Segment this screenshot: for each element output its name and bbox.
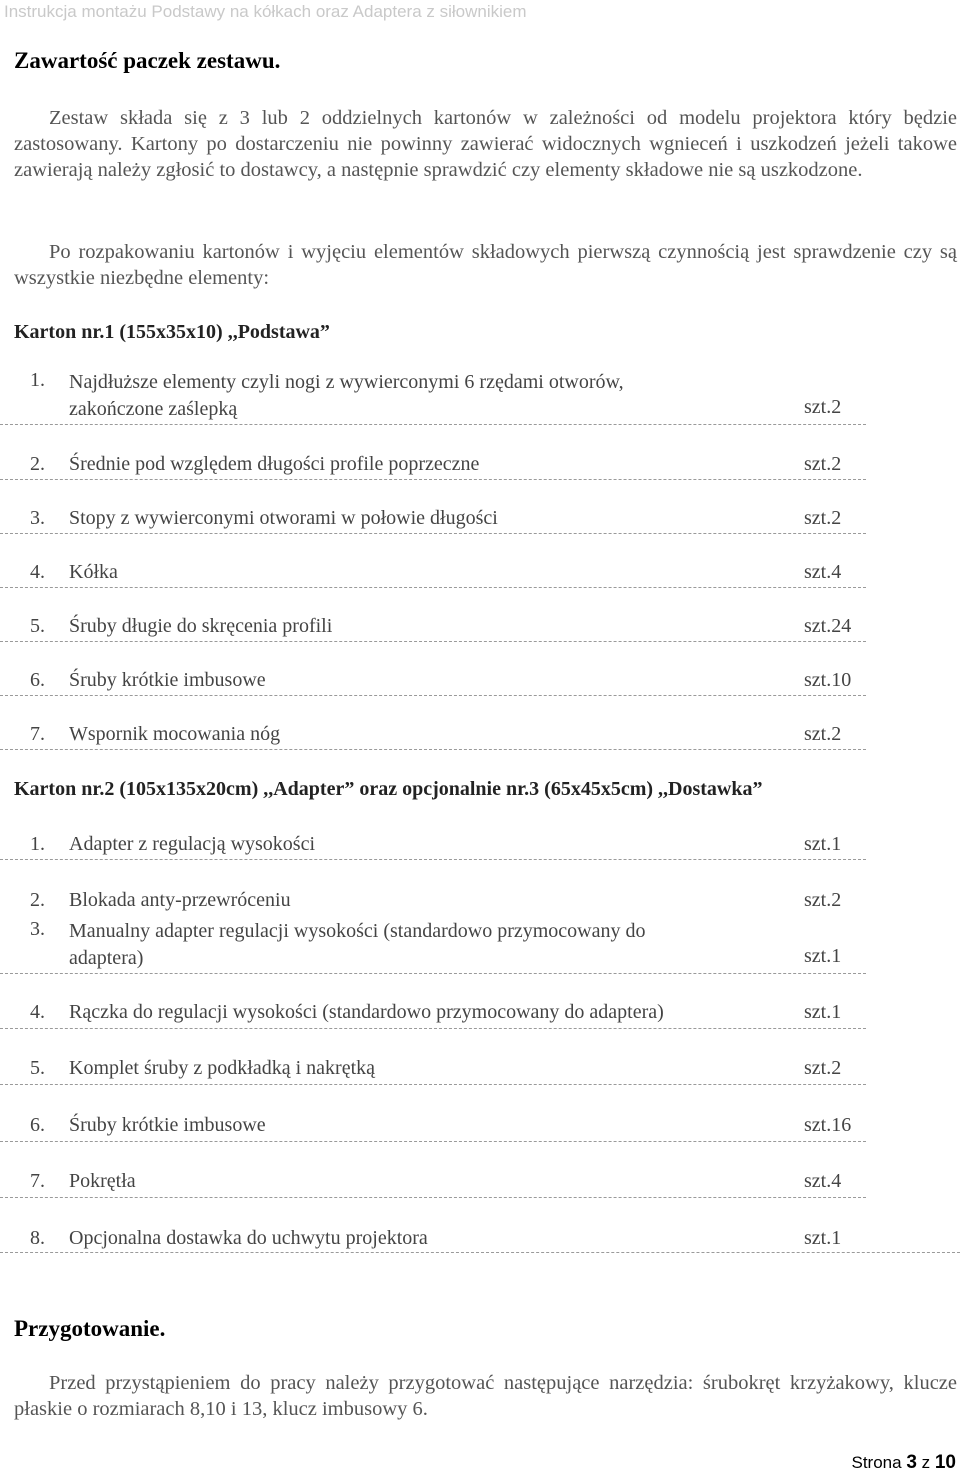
item-quantity: szt.1 bbox=[804, 833, 842, 855]
karton1-title: Karton nr.1 (155x35x10) ,,Podstawa” bbox=[14, 321, 330, 343]
document-header bbox=[0, 0, 960, 26]
item-description: Rączka do regulacji wysokości (standardowo przymocowany do adaptera) bbox=[69, 1001, 664, 1023]
list-item bbox=[30, 723, 880, 749]
item-quantity: szt.2 bbox=[804, 889, 842, 911]
header-title: Instrukcja montażu Podstawy na kółkach oraz Adaptera z siłownikiem bbox=[4, 2, 527, 21]
divider bbox=[0, 587, 866, 588]
list-item bbox=[30, 1057, 880, 1083]
list-item bbox=[30, 1114, 880, 1140]
item-number: 6. bbox=[30, 1114, 45, 1136]
list-item bbox=[30, 1170, 880, 1196]
karton2-title: Karton nr.2 (105x135x20cm) ,,Adapter” oraz opcjonalnie nr.3 (65x45x5cm) ,,Dostawka” bbox=[14, 778, 763, 800]
item-quantity: szt.4 bbox=[804, 1170, 842, 1192]
item-description: Wspornik mocowania nóg bbox=[69, 723, 281, 745]
item-description: Śruby krótkie imbusowe bbox=[69, 1114, 266, 1136]
divider bbox=[0, 859, 866, 860]
item-number: 5. bbox=[30, 615, 45, 637]
item-quantity: szt.2 bbox=[804, 396, 842, 418]
item-description: Śruby długie do skręcenia profili bbox=[69, 615, 333, 637]
list-item bbox=[30, 918, 880, 972]
divider bbox=[0, 1084, 866, 1085]
item-description: Kółka bbox=[69, 561, 118, 583]
item-quantity: szt.1 bbox=[804, 1001, 842, 1023]
list-item bbox=[30, 615, 880, 641]
divider bbox=[0, 1028, 866, 1029]
item-description: Stopy z wywierconymi otworami w połowie długości bbox=[69, 507, 498, 529]
item-quantity: szt.10 bbox=[804, 669, 852, 691]
item-description: Manualny adapter regulacji wysokości (standardowo przymocowany do adaptera) bbox=[69, 920, 646, 969]
section-title-contents: Zawartość paczek zestawu. bbox=[14, 48, 281, 73]
divider bbox=[0, 1141, 866, 1142]
paragraph-check: Po rozpakowaniu kartonów i wyjęciu elementów składowych pierwszą czynnością jest sprawdzenie czy są wszystkie niezbędne elementy: bbox=[14, 241, 957, 289]
item-number: 1. bbox=[30, 369, 45, 391]
divider bbox=[0, 641, 866, 642]
list-item bbox=[30, 1227, 880, 1253]
item-quantity: szt.2 bbox=[804, 453, 842, 475]
item-number: 3. bbox=[30, 507, 45, 529]
item-description: Blokada anty-przewróceniu bbox=[69, 889, 291, 911]
item-number: 1. bbox=[30, 833, 45, 855]
item-quantity: szt.2 bbox=[804, 723, 842, 745]
item-description: Średnie pod względem długości profile poprzeczne bbox=[69, 453, 480, 475]
item-number: 3. bbox=[30, 918, 45, 940]
item-description: Komplet śruby z podkładką i nakrętką bbox=[69, 1057, 376, 1079]
page-separator: z bbox=[921, 1453, 931, 1472]
item-description: Adapter z regulacją wysokości bbox=[69, 833, 316, 855]
current-page: 3 bbox=[906, 1452, 917, 1473]
list-item bbox=[30, 1001, 880, 1027]
divider bbox=[0, 749, 866, 750]
divider bbox=[0, 695, 866, 696]
list-item bbox=[30, 561, 880, 587]
page-label: Strona bbox=[851, 1453, 902, 1472]
page-number bbox=[851, 1452, 956, 1474]
item-description: Opcjonalna dostawka do uchwytu projektora bbox=[69, 1227, 428, 1249]
item-quantity: szt.2 bbox=[804, 507, 842, 529]
divider bbox=[0, 533, 866, 534]
item-description: Śruby krótkie imbusowe bbox=[69, 669, 266, 691]
section-title-preparation: Przygotowanie. bbox=[14, 1316, 166, 1341]
item-number: 4. bbox=[30, 561, 45, 583]
item-number: 2. bbox=[30, 453, 45, 475]
divider bbox=[0, 424, 866, 425]
list-item bbox=[30, 507, 880, 533]
item-number: 8. bbox=[30, 1227, 45, 1249]
divider bbox=[0, 479, 866, 480]
item-quantity: szt.24 bbox=[804, 615, 852, 637]
list-item bbox=[30, 833, 880, 859]
item-number: 2. bbox=[30, 889, 45, 911]
item-number: 6. bbox=[30, 669, 45, 691]
divider bbox=[0, 1252, 960, 1253]
item-number: 5. bbox=[30, 1057, 45, 1079]
item-quantity: szt.4 bbox=[804, 561, 842, 583]
list-item bbox=[30, 369, 880, 423]
item-number: 4. bbox=[30, 1001, 45, 1023]
total-pages: 10 bbox=[934, 1452, 956, 1473]
paragraph-intro: Zestaw składa się z 3 lub 2 oddzielnych kartonów w zależności od modelu projektora który będzie zastosowany. Kartony po dostarczeniu nie powinny zawierać widocznych wgnieceń i uszkodzeń jeżeli takowe zawierają należy zgłosić to dostawcy, a następnie sprawdzić czy elementy składowe nie są uszkodzone. bbox=[14, 107, 957, 181]
item-number: 7. bbox=[30, 723, 45, 745]
item-quantity: szt.2 bbox=[804, 1057, 842, 1079]
list-item bbox=[30, 669, 880, 695]
item-number: 7. bbox=[30, 1170, 45, 1192]
item-quantity: szt.16 bbox=[804, 1114, 852, 1136]
list-item bbox=[30, 453, 880, 479]
paragraph-tools: Przed przystąpieniem do pracy należy przygotować następujące narzędzia: śrubokręt krzyżakowy, klucze płaskie o rozmiarach 8,10 i 13, klucz imbusowy 6. bbox=[14, 1372, 957, 1420]
divider bbox=[0, 1197, 866, 1198]
item-quantity: szt.1 bbox=[804, 1227, 842, 1249]
item-quantity: szt.1 bbox=[804, 945, 842, 967]
item-description: Pokrętła bbox=[69, 1170, 136, 1192]
list-item bbox=[30, 889, 880, 915]
divider bbox=[0, 973, 866, 974]
item-description: Najdłuższe elementy czyli nogi z wywierconymi 6 rzędami otworów, zakończone zaślepką bbox=[69, 371, 624, 420]
